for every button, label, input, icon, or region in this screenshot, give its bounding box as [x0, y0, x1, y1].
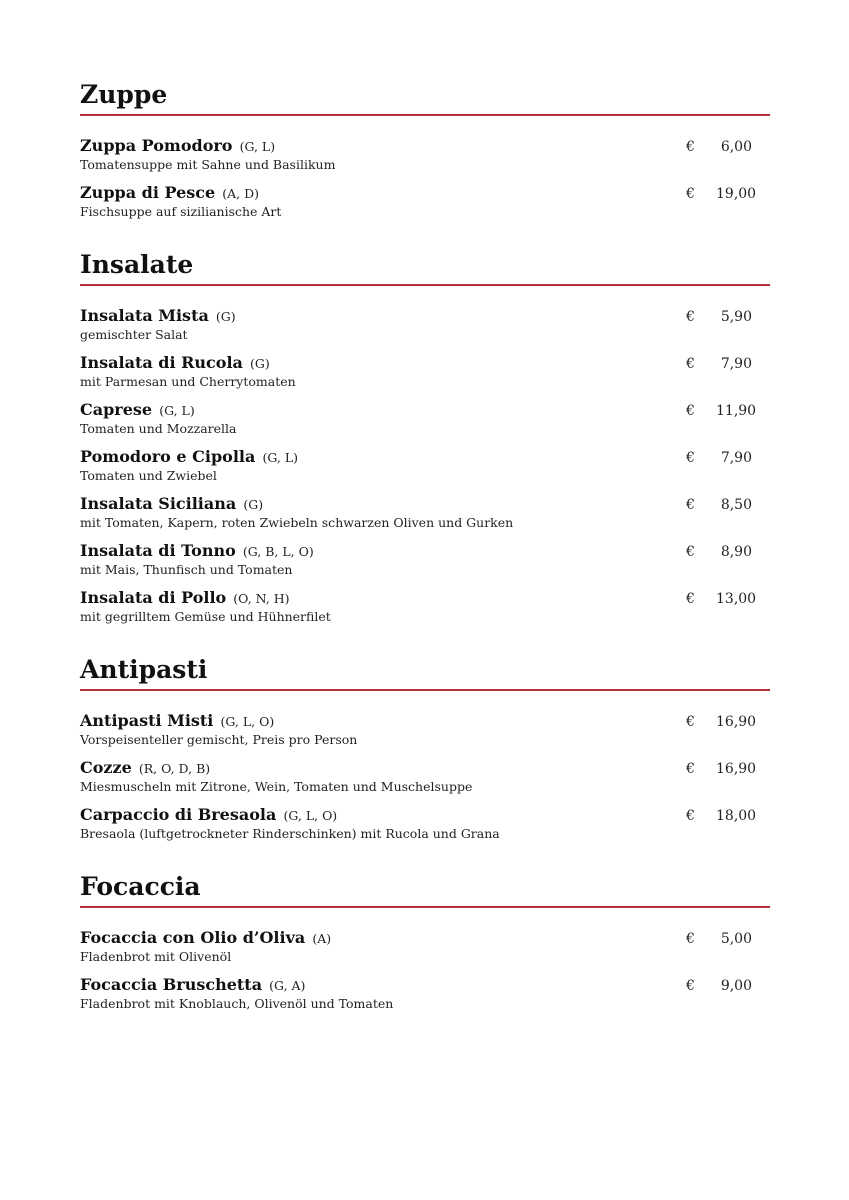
item-name: Insalata di Tonno — [80, 541, 236, 560]
section-divider — [80, 114, 770, 116]
item-price: € 19,00 — [686, 186, 757, 202]
item-allergens: (A, D) — [222, 186, 260, 201]
item-allergens: (G, L) — [159, 403, 195, 418]
section-antipasti — [80, 655, 770, 852]
item-name: Insalata Mista — [80, 306, 209, 325]
item-name: Insalata Siciliana — [80, 494, 237, 513]
item-description: Fladenbrot mit Knoblauch, Olivenöl und Tomaten — [80, 996, 394, 1011]
item-description: Fladenbrot mit Olivenöl — [80, 949, 232, 964]
item-name: Focaccia Bruschetta — [80, 975, 263, 994]
item-allergens: (G, B, L, O) — [242, 544, 314, 559]
item-allergens: (O, N, H) — [233, 591, 290, 606]
section-title: Focaccia — [80, 872, 201, 901]
item-allergens: (G, L, O) — [283, 808, 338, 823]
menu-item — [80, 494, 770, 541]
item-price: € 9,00 — [686, 978, 752, 994]
item-description: mit Tomaten, Kapern, roten Zwiebeln schwarzen Oliven und Gurken — [80, 515, 514, 530]
item-name: Carpaccio di Bresaola — [80, 805, 277, 824]
menu-item — [80, 447, 770, 494]
item-allergens: (G, L, O) — [220, 714, 275, 729]
section-title: Zuppe — [80, 80, 168, 109]
section-zuppe — [80, 80, 770, 230]
item-price: € 7,90 — [686, 356, 752, 372]
item-description: Bresaola (luftgetrockneter Rinderschinken) mit Rucola und Grana — [80, 826, 500, 841]
item-price: € 13,00 — [686, 591, 757, 607]
item-price: € 5,00 — [686, 931, 752, 947]
menu-item — [80, 928, 770, 975]
item-allergens: (A) — [312, 931, 332, 946]
item-allergens: (G, A) — [269, 978, 306, 993]
item-name: Zuppa di Pesce — [80, 183, 216, 202]
item-description: Tomaten und Mozzarella — [80, 421, 237, 436]
section-divider — [80, 689, 770, 691]
section-insalate — [80, 250, 770, 635]
menu-item — [80, 541, 770, 588]
section-title: Insalate — [80, 250, 194, 279]
item-name: Insalata di Pollo — [80, 588, 227, 607]
item-price: € 6,00 — [686, 139, 752, 155]
item-price: € 16,90 — [686, 761, 757, 777]
item-allergens: (G, L) — [239, 139, 276, 154]
section-title: Antipasti — [80, 655, 208, 684]
item-price: € 18,00 — [686, 808, 757, 824]
item-name: Cozze — [80, 758, 132, 777]
item-allergens: (G) — [243, 497, 264, 512]
section-divider — [80, 906, 770, 908]
item-description: mit gegrilltem Gemüse und Hühnerfilet — [80, 609, 331, 624]
item-price: € 7,90 — [686, 450, 752, 466]
menu-item — [80, 306, 770, 353]
item-description: Fischsuppe auf sizilianische Art — [80, 204, 282, 219]
item-description: Miesmuscheln mit Zitrone, Wein, Tomaten und Muschelsuppe — [80, 779, 473, 794]
item-name: Zuppa Pomodoro — [80, 136, 233, 155]
item-allergens: (G) — [215, 309, 236, 324]
item-name: Caprese — [80, 400, 153, 419]
item-name: Antipasti Misti — [80, 711, 214, 730]
section-focaccia — [80, 872, 770, 1022]
item-allergens: (R, O, D, B) — [138, 761, 211, 776]
item-description: gemischter Salat — [80, 327, 188, 342]
item-price: € 8,90 — [686, 544, 752, 560]
item-description: Vorspeisenteller gemischt, Preis pro Person — [80, 732, 358, 747]
menu-item — [80, 136, 770, 183]
item-description: Tomaten und Zwiebel — [80, 468, 217, 483]
menu-item — [80, 805, 770, 852]
menu-item — [80, 758, 770, 805]
item-price: € 5,90 — [686, 309, 752, 325]
section-divider — [80, 284, 770, 286]
menu-item — [80, 711, 770, 758]
item-allergens: (G, L) — [262, 450, 298, 465]
item-name: Insalata di Rucola — [80, 353, 243, 372]
menu-item — [80, 588, 770, 635]
item-price: € 8,50 — [686, 497, 752, 513]
item-description: mit Mais, Thunfisch und Tomaten — [80, 562, 293, 577]
item-price: € 16,90 — [686, 714, 757, 730]
item-allergens: (G) — [249, 356, 270, 371]
menu-item — [80, 975, 770, 1022]
item-description: mit Parmesan und Cherrytomaten — [80, 374, 296, 389]
menu-item — [80, 400, 770, 447]
item-description: Tomatensuppe mit Sahne und Basilikum — [80, 157, 336, 172]
item-price: € 11,90 — [686, 403, 757, 419]
item-name: Pomodoro e Cipolla — [80, 447, 256, 466]
menu-item — [80, 183, 770, 230]
item-name: Focaccia con Olio d’Oliva — [80, 928, 306, 947]
menu-item — [80, 353, 770, 400]
